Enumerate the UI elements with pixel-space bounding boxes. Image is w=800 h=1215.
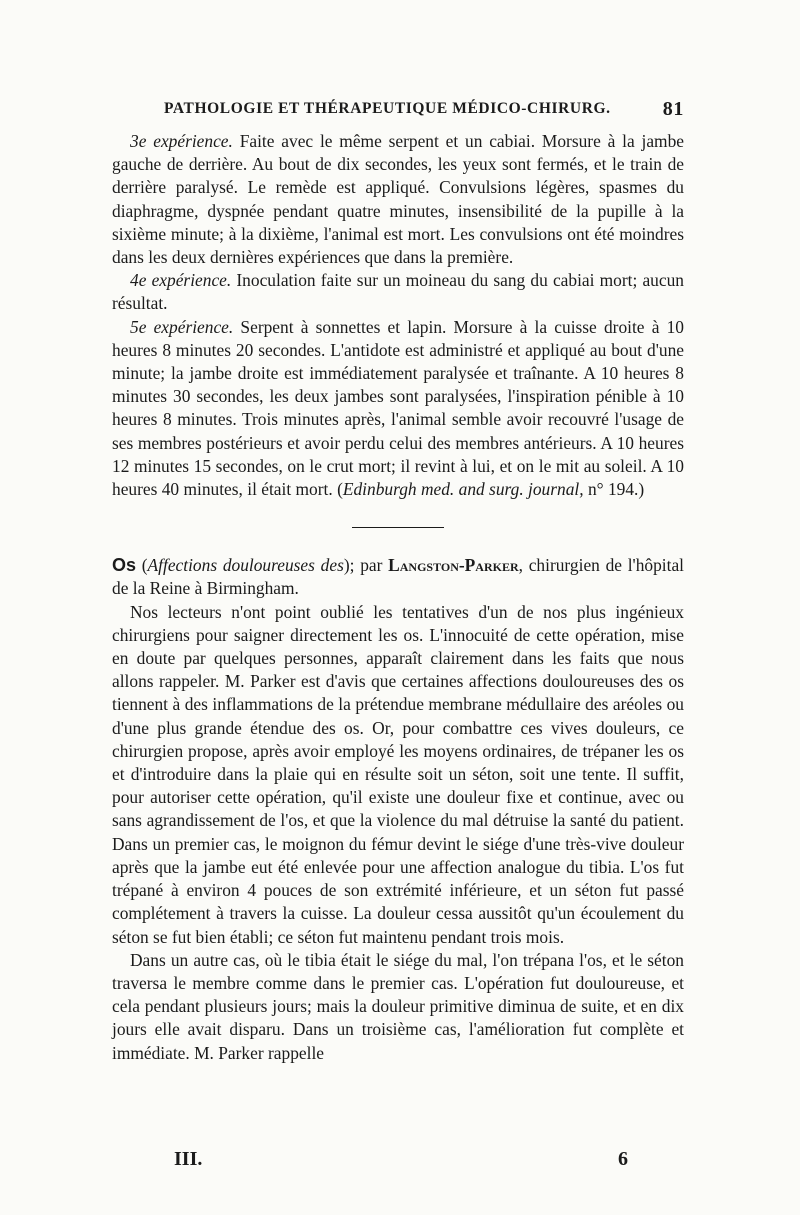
author-affiliation: , chirurgien de l'hôpital de la Reine à Birmingham. [112, 555, 684, 599]
os-title-close: ); par [343, 555, 389, 576]
experiment-3-label: 3e expérience. [130, 131, 233, 151]
sheet-number: 6 [618, 1148, 628, 1170]
experiment-3-text: Faite avec le même serpent et un cabiai. Morsure à la jambe gauche de derrière. Au bout de dix secondes, les yeux sont fermés, et le train de derrière paralysé. Le remède est appliqué. Convulsions légères, spasmes du diaphragme, dyspnée pendant quatre minutes, insensibilité de la pupille à la sixième minute; à la dixième, l'animal est mort. Les convulsions ont été moindres dans les deux dernières expériences que dans la première. [112, 131, 685, 268]
journal-citation: Edinburgh med. and surg. journal, [342, 479, 584, 500]
experiment-4-paragraph [112, 269, 684, 315]
experiment-5-paragraph [112, 316, 684, 502]
os-heading: Os [112, 555, 137, 576]
author-name: Langston-Parker [388, 555, 519, 576]
section-divider [352, 527, 444, 528]
running-head [112, 98, 684, 124]
experiment-4-label: 4e expérience. [130, 270, 232, 291]
os-article-title: Affections douloureuses des [147, 555, 344, 576]
experiment-5-text: Serpent à sonnettes et lapin. Morsure à la cuisse droite à 10 heures 8 minutes 20 secondes. L'antidote est administré et appliqué au bout d'une minute; la jambe droite est immédiatement paralysée et traînante. A 10 heures 8 minutes 30 secondes, les deux jambes sont paralysées, l'inspiration pénible à 10 heures 8 minutes. Trois minutes après, l'animal semble avoir recouvré l'usage de ses membres postérieurs et avoir perdu celui des membres antérieurs. A 10 heures 12 minutes 15 secondes, on le crut mort; il revint à lui, et on le mit au soleil. A 10 heures 40 minutes, il était mort. ( [112, 316, 684, 500]
experiment-4-text: Inoculation faite sur un moineau du sang du cabiai mort; aucun résultat. [112, 270, 684, 314]
os-title-open: ( [136, 555, 148, 576]
page-number: 81 [662, 98, 684, 120]
body-paragraph: Dans un autre cas, où le tibia était le siége du mal, l'on trépana l'os, et le séton traversa le membre comme dans le premier cas. L'opération fut douloureuse, et cela pendant plusieurs jours; mais la douleur primitive diminua de suite, et en dix jours elle avait disparu. Dans un troisième cas, l'amélioration fut complète et immédiate. M. Parker rappelle [112, 949, 684, 1063]
experiment-5-label: 5e expérience. [130, 316, 234, 337]
journal-citation-number: n° 194.) [583, 479, 645, 500]
signature-mark: III. [174, 1148, 203, 1170]
running-title: PATHOLOGIE ET THÉRAPEUTIQUE MÉDICO-CHIRURG. [164, 100, 611, 117]
experiment-3-paragraph [112, 130, 684, 269]
page-body [112, 98, 684, 1065]
body-paragraph: Nos lecteurs n'ont point oublié les tentatives d'un de nos plus ingénieux chirurgiens pour saigner directement les os. L'innocuité de cette opération, mise en doute par quelques personnes, apparaît clairement dans les faits que nous allons rappeler. M. Parker est d'avis que certaines affections douloureuses des os tiennent à des inflammations de la prétendue membrane médullaire des aréoles ou d'une plus grande étendue des os. Or, pour combattre ces vives douleurs, ce chirurgien propose, après avoir employé les moyens ordinaires, de trépaner les os et d'introduire dans la plaie qui en résulte soit un séton, soit une tente. Il suffit, pour autoriser cette opération, qu'il existe une douleur fixe et continue, avec ou sans agrandissement de l'os, et que la violence du mal détruise la santé du patient. Dans un premier cas, le moignon du fémur devint le siége d'une très-vive douleur après que la jambe eut été enlevée pour une affection analogue du tibia. L'os fut trépané à environ 4 pouces de son extrémité inférieure, et un séton fut passé complétement à travers la cuisse. La douleur cessa aussitôt qu'un écoulement du séton se fut bien établi; ce séton fut maintenu pendant trois mois. [112, 601, 684, 947]
os-article-heading-paragraph [112, 554, 684, 600]
